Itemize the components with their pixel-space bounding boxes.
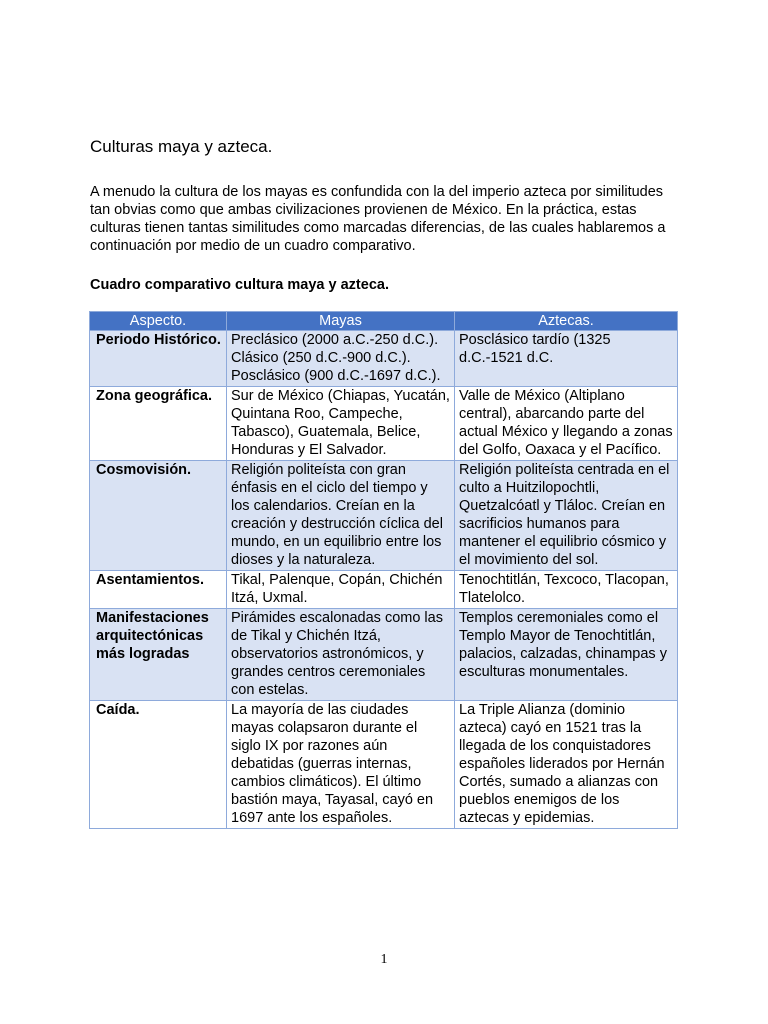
row-aztecas: Tenochtitlán, Texcoco, Tlacopan, Tlatelolco. (455, 571, 678, 609)
row-aztecas: Valle de México (Altiplano central), abarcando parte del actual México y llegando a zonas del Golfo, Oaxaca y el Pacífico. (455, 387, 678, 461)
table-row (90, 461, 678, 571)
row-mayas: Preclásico (2000 a.C.-250 d.C.). Clásico (250 d.C.-900 d.C.). Posclásico (900 d.C.-1697 d.C.). (227, 331, 455, 387)
row-aspect: Manifestaciones arquitectónicas más logradas (90, 609, 227, 701)
row-aztecas: Templos ceremoniales como el Templo Mayor de Tenochtitlán, palacios, calzadas, chinampas y esculturas monumentales. (455, 609, 678, 701)
row-mayas: Religión politeísta con gran énfasis en el ciclo del tiempo y los calendarios. Creían en la creación y destrucción cíclica del mundo, en un equilibrio entre los dioses y la naturaleza. (227, 461, 455, 571)
table-caption: Cuadro comparativo cultura maya y azteca. (90, 277, 389, 293)
header-aztecas: Aztecas. (455, 312, 678, 331)
table-row (90, 701, 678, 829)
table-header-row (90, 312, 678, 331)
row-mayas: Pirámides escalonadas como las de Tikal y Chichén Itzá, observatorios astronómicos, y grandes centros ceremoniales con estelas. (227, 609, 455, 701)
row-mayas: Sur de México (Chiapas, Yucatán, Quintana Roo, Campeche, Tabasco), Guatemala, Belice, Honduras y El Salvador. (227, 387, 455, 461)
row-aspect: Zona geográfica. (90, 387, 227, 461)
table-row (90, 387, 678, 461)
header-mayas: Mayas (227, 312, 455, 331)
row-aztecas: Religión politeísta centrada en el culto a Huitzilopochtli, Quetzalcóatl y Tláloc. Creían en sacrificios humanos para mantener el equilibrio cósmico y el movimiento del sol. (455, 461, 678, 571)
header-aspecto: Aspecto. (90, 312, 227, 331)
table-row (90, 571, 678, 609)
page-number: 1 (380, 952, 388, 967)
row-aztecas: Posclásico tardío (1325 d.C.-1521 d.C. (455, 331, 678, 387)
row-aspect: Periodo Histórico. (90, 331, 227, 387)
table-row (90, 331, 678, 387)
document-title: Culturas maya y azteca. (90, 137, 273, 156)
intro-paragraph: A menudo la cultura de los mayas es confundida con la del imperio azteca por similitudes tan obvias como que ambas civilizaciones provienen de México. En la práctica, estas culturas tienen tantas similitudes como marcadas diferencias, de las cuales hablaremos a continuación por medio de un cuadro comparativo. (90, 184, 666, 254)
row-mayas: La mayoría de las ciudades mayas colapsaron durante el siglo IX por razones aún debatidas (guerras internas, cambios climáticos). El último bastión maya, Tayasal, cayó en 1697 ante los españoles. (227, 701, 455, 829)
row-aspect: Cosmovisión. (90, 461, 227, 571)
row-aspect: Caída. (90, 701, 227, 829)
row-mayas: Tikal, Palenque, Copán, Chichén Itzá, Uxmal. (227, 571, 455, 609)
row-aztecas: La Triple Alianza (dominio azteca) cayó en 1521 tras la llegada de los conquistadores españoles liderados por Hernán Cortés, sumado a alianzas con pueblos enemigos de los aztecas y epidemias. (455, 701, 678, 829)
row-aspect: Asentamientos. (90, 571, 227, 609)
table-row (90, 609, 678, 701)
comparison-table (89, 311, 678, 829)
